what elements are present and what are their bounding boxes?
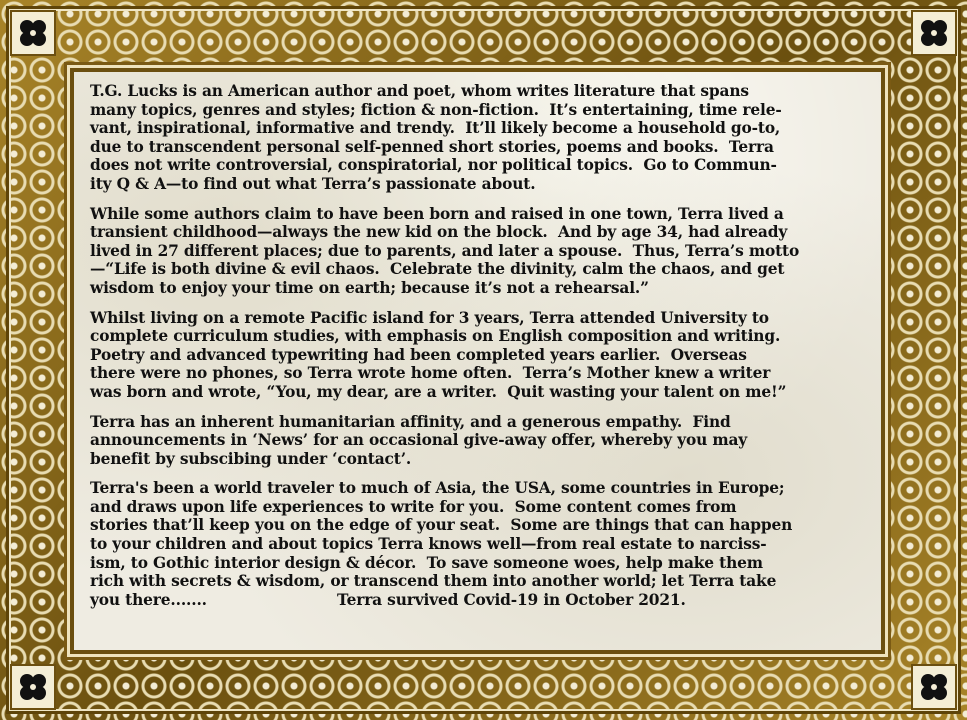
text-line: Terra has an inherent humanitarian affinity, and a generous empathy. Find — [90, 412, 731, 431]
text-line: Terra's been a world traveler to much of Asia, the USA, some countries in Europe; — [90, 479, 785, 498]
paragraph-travel — [90, 479, 875, 609]
quatrefoil-corner-icon — [911, 664, 957, 710]
text-line: —“Life is both divine & evil chaos. Celebrate the divinity, calm the chaos, and get — [90, 260, 785, 279]
text-line: announcements in ‘News’ for an occasional give-away offer, whereby you may — [90, 431, 748, 450]
text-line: benefit by subscibing under ‘contact’. — [90, 449, 412, 468]
paragraph-humanitarian — [90, 413, 875, 469]
paragraph-childhood — [90, 205, 875, 298]
text-line: While some authors claim to have been born and raised in one town, Terra lived a — [90, 204, 784, 223]
quatrefoil-corner-icon — [10, 664, 56, 710]
quatrefoil-corner-icon — [911, 10, 957, 56]
text-line: to your children and about topics Terra knows well—from real estate to narciss- — [90, 535, 767, 554]
text-line: transient childhood—always the new kid on the block. And by age 34, had already — [90, 223, 788, 242]
paragraph-intro — [90, 82, 875, 194]
text-line: complete curriculum studies, with emphasis on English composition and writing. — [90, 327, 781, 346]
text-line: was born and wrote, “You, my dear, are a writer. Quit wasting your talent on me!” — [90, 382, 787, 401]
quatrefoil-corner-icon — [10, 10, 56, 56]
text-line: and draws upon life experiences to write for you. Some content comes from — [90, 497, 737, 516]
text-line: T.G. Lucks is an American author and poet, whom writes literature that spans — [90, 82, 749, 100]
text-line: rich with secrets & wisdom, or transcend them into another world; let Terra take — [90, 572, 777, 591]
paragraph-education — [90, 309, 875, 402]
text-line: many topics, genres and styles; fiction & non-fiction. It’s entertaining, time rele- — [90, 100, 782, 119]
text-panel — [74, 72, 881, 650]
text-line: stories that’ll keep you on the edge of your seat. Some are things that can happen — [90, 516, 793, 535]
text-line: vant, inspirational, informative and trendy. It’ll likely become a household go-to, — [90, 119, 781, 138]
text-line: ism, to Gothic interior design & décor. To save someone woes, help make them — [90, 553, 763, 572]
text-line: you there....... Terra survived Covid-19 in October 2021. — [90, 590, 686, 609]
text-line: ity Q & A—to find out what Terra’s passionate about. — [90, 174, 536, 193]
text-line: there were no phones, so Terra wrote home often. Terra’s Mother knew a writer — [90, 364, 771, 383]
text-line: Whilst living on a remote Pacific island for 3 years, Terra attended University to — [90, 308, 769, 327]
text-line: Poetry and advanced typewriting had been completed years earlier. Overseas — [90, 345, 747, 364]
text-line: does not write controversial, conspiratorial, nor political topics. Go to Commun- — [90, 156, 777, 175]
text-line: wisdom to enjoy your time on earth; because it’s not a rehearsal.” — [90, 278, 649, 297]
text-line: due to transcendent personal self-penned short stories, poems and books. Terra — [90, 137, 774, 156]
text-line: lived in 27 different places; due to parents, and later a spouse. Thus, Terra’s motto — [90, 241, 800, 260]
